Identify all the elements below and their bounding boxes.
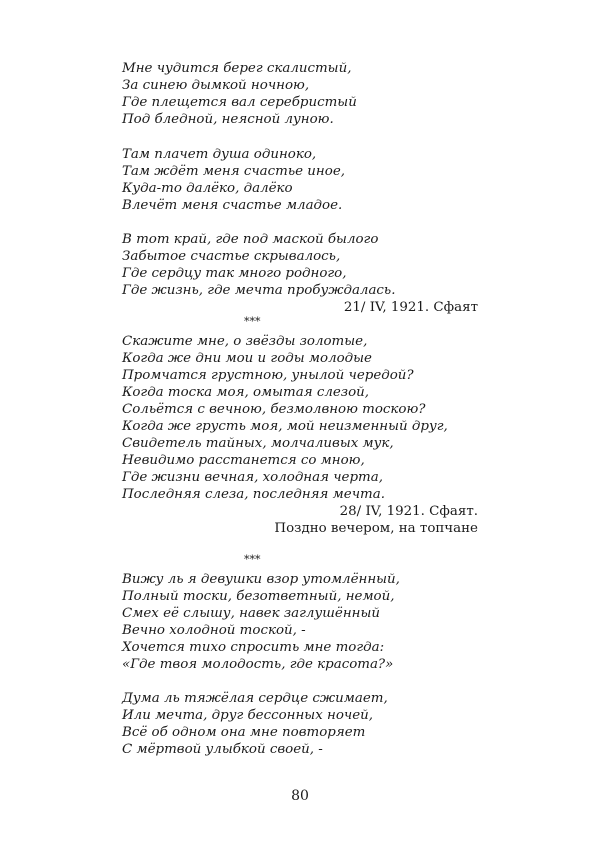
poem-line: Там плачет душа одиноко, <box>122 147 317 162</box>
poem-line: С мёртвой улыбкой своей, - <box>122 742 323 757</box>
poem-line: Невидимо расстанется со мною, <box>122 453 365 468</box>
poem-line: «Где твоя молодость, где красота?» <box>122 657 394 672</box>
poem-line: Скажите мне, о звёзды золотые, <box>122 334 368 349</box>
poem-line: Куда-то далёко, далёко <box>122 181 293 196</box>
poem-line: Вечно холодной тоской, - <box>122 623 306 638</box>
poem-date: 28/ IV, 1921. Сфаят. <box>339 504 478 519</box>
poem-line: Свидетель тайных, молчаливых мук, <box>122 436 394 451</box>
poem-line: Вижу ль я девушки взор утомлённый, <box>122 572 400 587</box>
poem-line: Где сердцу так много родного, <box>122 266 347 281</box>
poem-line: Или мечта, друг бессонных ночей, <box>122 708 374 723</box>
poem-line: Под бледной, неясной луною. <box>122 112 334 127</box>
poem-line: Когда тоска моя, омытая слезой, <box>122 385 370 400</box>
poem-line: Где жизнь, где мечта пробуждалась. <box>122 283 396 298</box>
poem-line: Дума ль тяжёлая сердце сжимает, <box>122 691 388 706</box>
poem-line: За синею дымкой ночною, <box>122 78 310 93</box>
poem-line: Где плещется вал серебристый <box>122 95 357 110</box>
poem-line: Последняя слеза, последняя мечта. <box>122 487 385 502</box>
poem-line: Смех её слышу, навек заглушённый <box>122 606 380 621</box>
poem-line: Хочется тихо спросить мне тогда: <box>122 640 385 655</box>
poem-line: Сольётся с вечною, безмолвною тоскою? <box>122 402 426 417</box>
poem-line: Всё об одном она мне повторяет <box>122 725 366 740</box>
poem-line: Мне чудится берег скалистый, <box>122 61 352 76</box>
poem-line: Влечёт меня счастье младое. <box>122 198 343 213</box>
poem-line: Когда же грусть моя, мой неизменный друг, <box>122 419 448 434</box>
poem-line: Полный тоски, безответный, немой, <box>122 589 395 604</box>
poem-line: Когда же дни мои и годы молодые <box>122 351 372 366</box>
poem-line: В тот край, где под маской былого <box>122 232 379 247</box>
section-separator: *** <box>244 315 261 328</box>
section-separator: *** <box>244 553 261 566</box>
poem-line: Где жизни вечная, холодная черта, <box>122 470 383 485</box>
poem-line: Промчатся грустною, унылой чередой? <box>122 368 414 383</box>
poem-line: Забытое счастье скрывалось, <box>122 249 341 264</box>
poem-note: Поздно вечером, на топчане <box>274 521 478 536</box>
poem-date: 21/ IV, 1921. Сфаят <box>343 300 478 315</box>
poem-line: Там ждёт меня счастье иное, <box>122 164 345 179</box>
page-number: 80 <box>291 788 309 804</box>
